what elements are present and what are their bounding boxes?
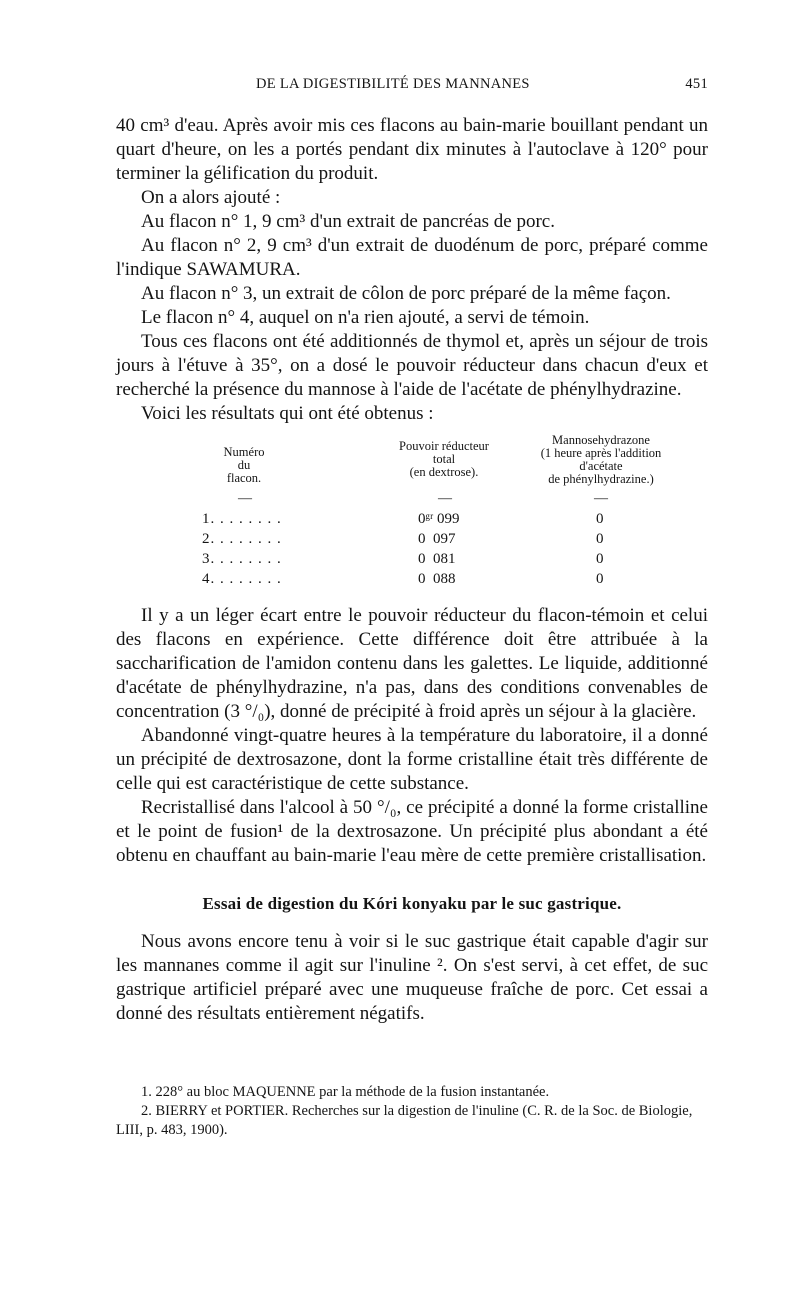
table-cell-mannose: 0 bbox=[596, 531, 604, 547]
paragraph: Recristallisé dans l'alcool à 50 °/₀, ce précipité a donné la forme cristalline et le point de fusion¹ de la dextrosazone. Un précipité plus abondant a été obtenu en chauffant au bain-marie l'eau mère de cette première cristallisation. bbox=[116, 797, 708, 866]
body-text bbox=[116, 114, 708, 1026]
paragraph: Au flacon n° 3, un extrait de côlon de porc préparé de la même façon. bbox=[141, 283, 671, 304]
table-cell-mannose: 0 bbox=[596, 571, 604, 587]
paragraph: Nous avons encore tenu à voir si le suc gastrique était capable d'agir sur les mannanes comme il agit sur l'inuline ². On s'est servi, à cet effet, de suc gastrique artificiel préparé avec une muqueuse fraîche de porc. Cet essai a donné des résultats entièrement négatifs. bbox=[116, 931, 708, 1024]
paragraph: Il y a un léger écart entre le pouvoir réducteur du flacon-témoin et celui des flacons en expérience. Cette différence doit être attribuée à la saccharification de l'amidon contenu dans les galettes. Le liquide, additionné d'acétate de phénylhydrazine, n'a pas, dans des conditions convenables de concentration (3 °/₀), donné de précipité à froid après un séjour à la glacière. bbox=[116, 605, 708, 722]
table-cell-num: 2. . . . . . . . bbox=[202, 531, 282, 547]
paragraph: Le flacon n° 4, auquel on n'a rien ajouté, a servi de témoin. bbox=[141, 307, 590, 328]
footnote: 1. 228° au bloc MAQUENNE par la méthode de la fusion instantanée. bbox=[141, 1084, 550, 1100]
table-cell-pouvoir: 0 081 bbox=[418, 551, 456, 567]
footnotes bbox=[116, 1083, 708, 1140]
footnote: 2. BIERRY et PORTIER. Recherches sur la digestion de l'inuline (C. R. de la Soc. de Biologie, LIII, p. 483, 1900). bbox=[116, 1103, 693, 1138]
paragraph: Voici les résultats qui ont été obtenus : bbox=[141, 403, 434, 424]
header-rule: — bbox=[438, 491, 452, 506]
table-cell-num: 4. . . . . . . . bbox=[202, 571, 282, 587]
running-title: DE LA DIGESTIBILITÉ DES MANNANES bbox=[256, 76, 530, 92]
results-table bbox=[116, 433, 708, 587]
table-header-mannose: Mannosehydrazone (1 heure après l'addition d'acétate de phénylhydrazine.) bbox=[540, 433, 662, 486]
header-rule: — bbox=[238, 491, 252, 506]
paragraph: Au flacon n° 1, 9 cm³ d'un extrait de pancréas de porc. bbox=[141, 211, 555, 232]
header-rule: — bbox=[594, 491, 608, 506]
section-heading: Essai de digestion du Kóri konyaku par le suc gastrique. bbox=[202, 894, 622, 913]
table-cell-num: 3. . . . . . . . bbox=[202, 551, 282, 567]
table-header-numero: Numéro du flacon. bbox=[223, 445, 265, 485]
table-cell-pouvoir: 0 097 bbox=[418, 531, 456, 547]
table-cell-pouvoir: 0ᵍʳ 099 bbox=[418, 511, 460, 527]
paragraph: 40 cm³ d'eau. Après avoir mis ces flacons au bain-marie bouillant pendant un quart d'heure, on les a portés pendant dix minutes à l'autoclave à 120° pour terminer la gélification du produit. bbox=[116, 115, 708, 184]
paragraph: Au flacon n° 2, 9 cm³ d'un extrait de duodénum de porc, préparé comme l'indique SAWAMURA. bbox=[116, 235, 708, 280]
page-number: 451 bbox=[685, 76, 708, 92]
table-cell-mannose: 0 bbox=[596, 551, 604, 567]
table-cell-num: 1. . . . . . . . bbox=[202, 511, 282, 527]
table-cell-mannose: 0 bbox=[596, 511, 604, 527]
table-header-pouvoir: Pouvoir réducteur total (en dextrose). bbox=[399, 439, 489, 479]
paragraph: Tous ces flacons ont été additionnés de thymol et, après un séjour de trois jours à l'étuve à 35°, on a dosé le pouvoir réducteur dans chacun d'eux et recherché la présence du mannose à l'aide de l'acétate de phénylhydrazine. bbox=[116, 331, 708, 400]
paragraph: Abandonné vingt-quatre heures à la température du laboratoire, il a donné un précipité de dextrosazone, dont la forme cristalline était très différente de celle qui est caractéristique de cette substance. bbox=[116, 725, 708, 794]
paragraph: On a alors ajouté : bbox=[141, 187, 281, 208]
table-cell-pouvoir: 0 088 bbox=[418, 571, 456, 587]
